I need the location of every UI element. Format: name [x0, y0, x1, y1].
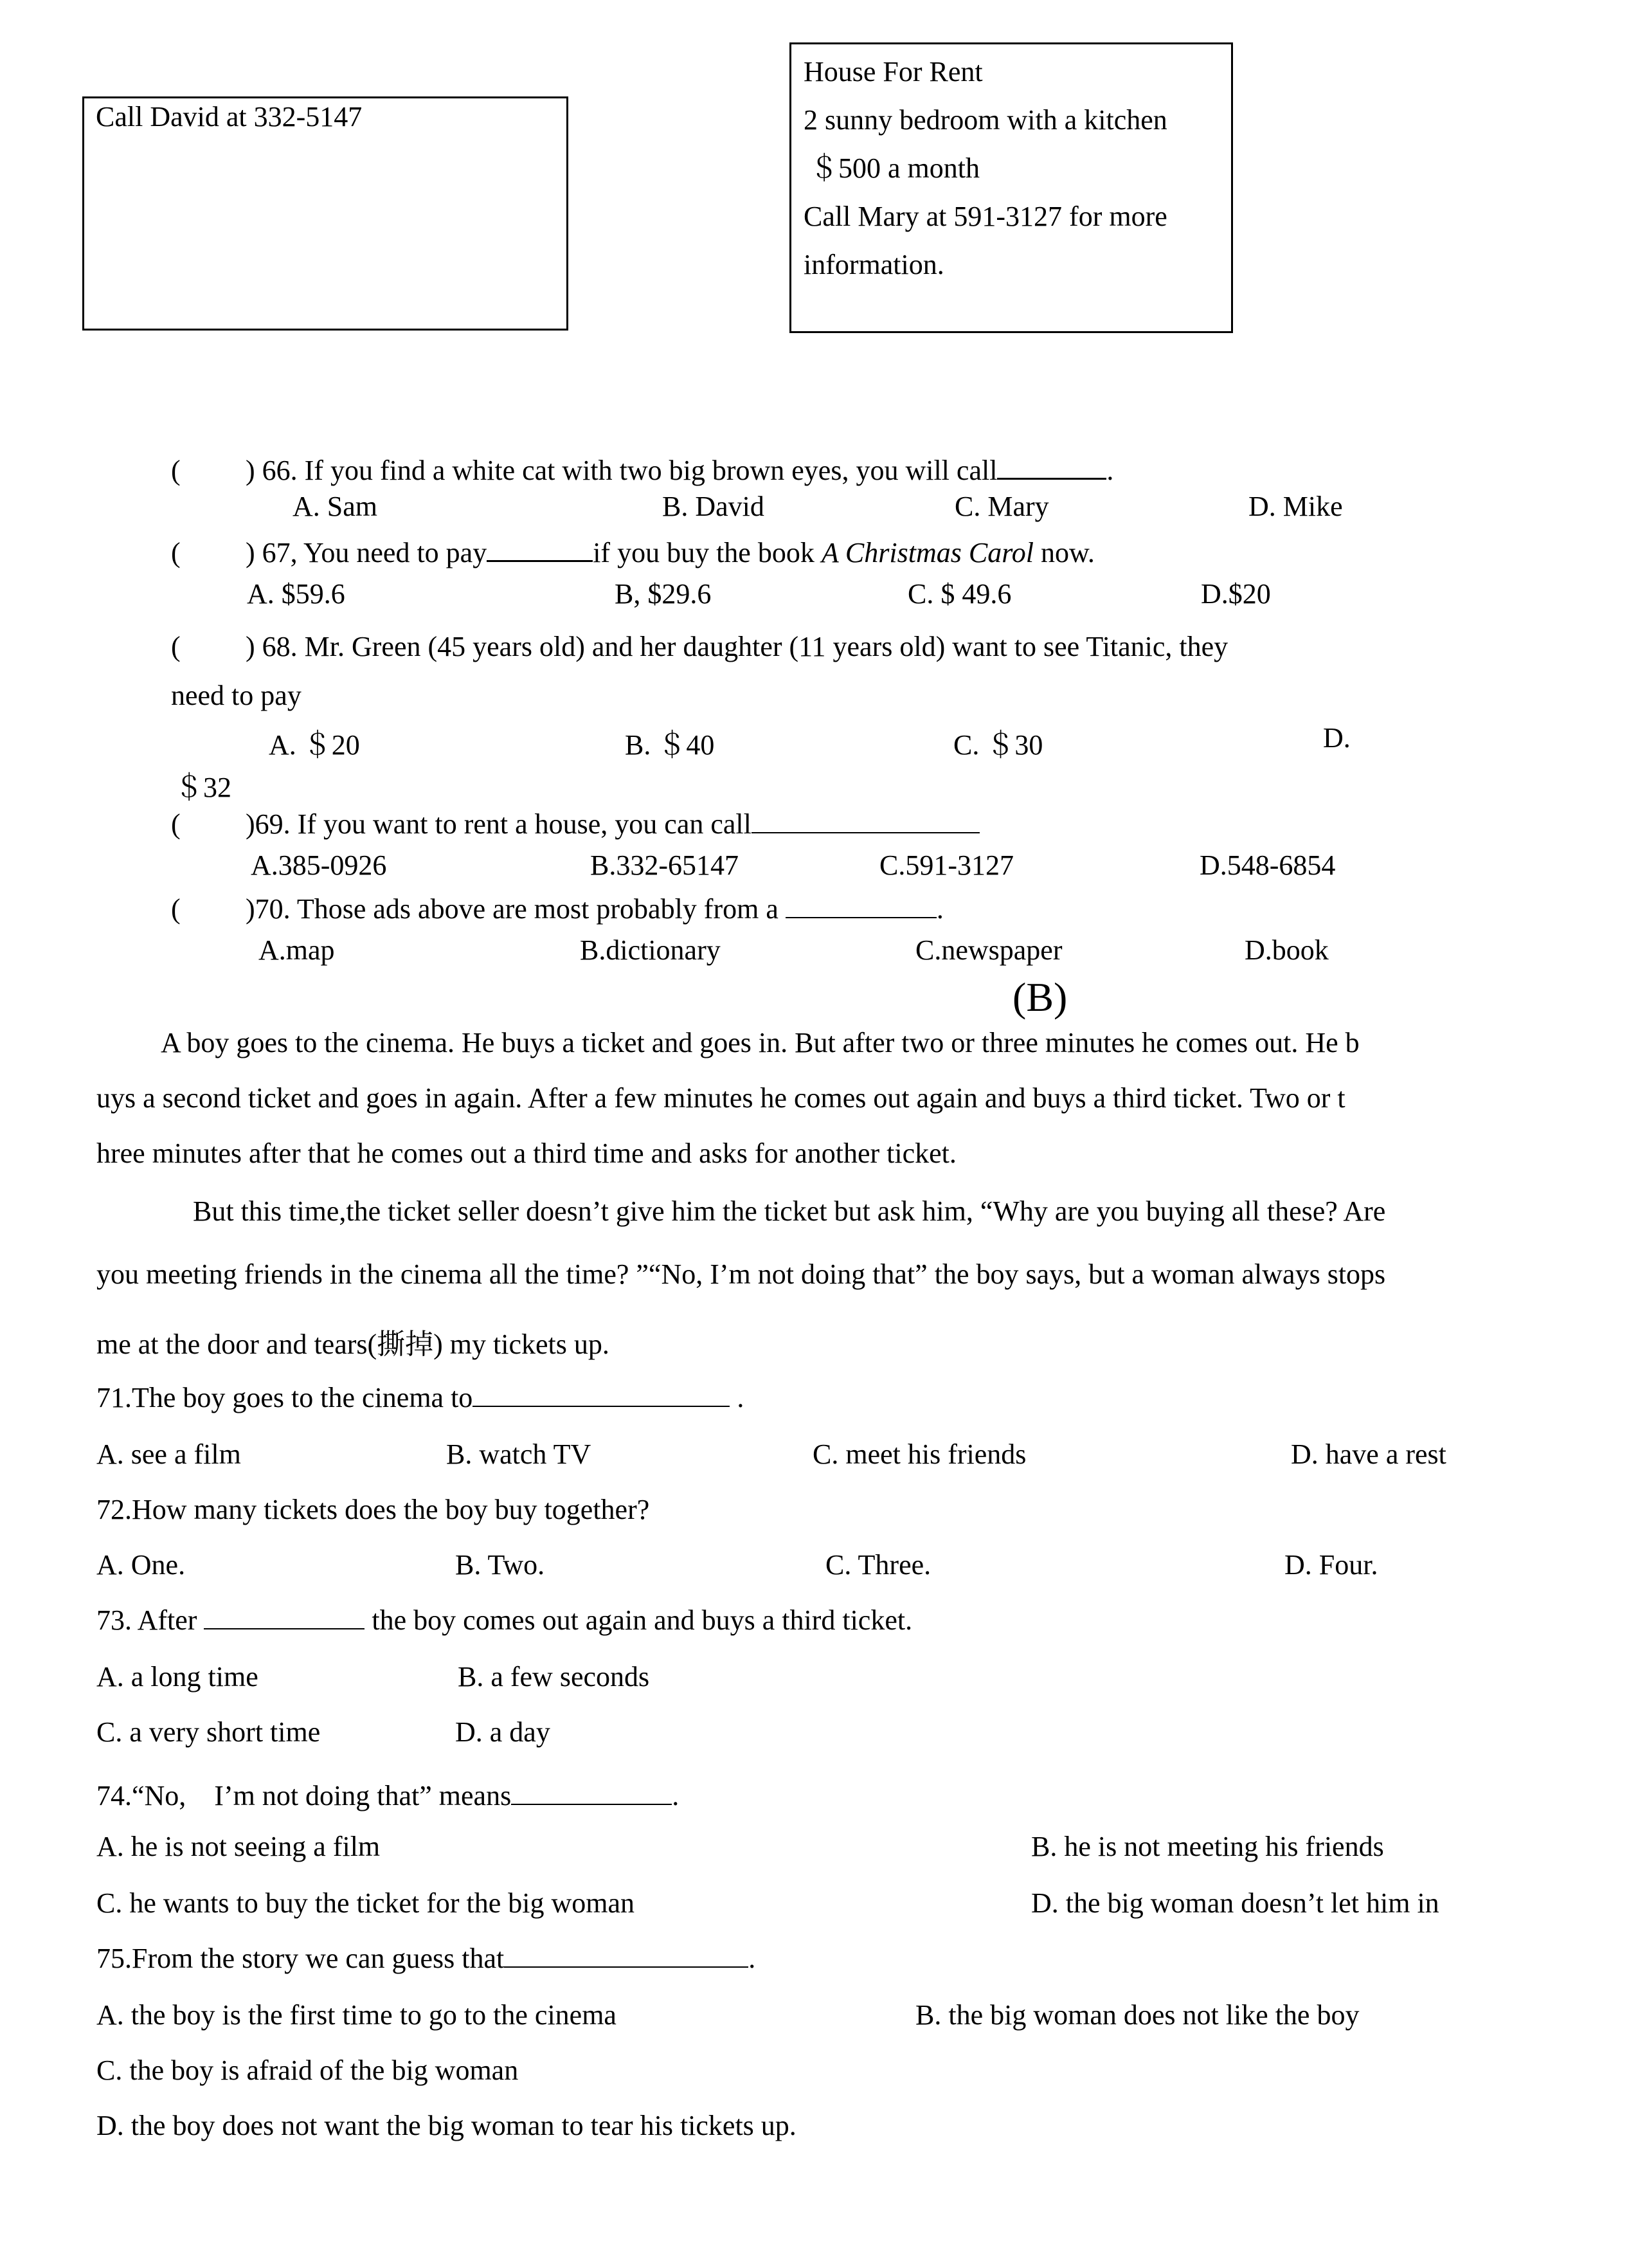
q67-mid: if you buy the book	[593, 537, 822, 568]
q67-option-b[interactable]: B, $29.6	[615, 578, 712, 610]
q71-post: .	[730, 1382, 744, 1413]
q72-option-a[interactable]: A. One.	[96, 1549, 186, 1581]
q72-option-d[interactable]: D. Four.	[1284, 1549, 1378, 1581]
q69-option-b[interactable]: B.332-65147	[590, 849, 739, 881]
q69-text: )69. If you want to rent a house, you can call	[246, 808, 752, 840]
q71-option-b[interactable]: B. watch TV	[446, 1438, 591, 1470]
q72-option-c[interactable]: C. Three.	[825, 1549, 932, 1581]
q70-stem	[246, 893, 944, 925]
q71-option-a[interactable]: A. see a film	[96, 1438, 241, 1470]
q66-text: ) 66. If you find a white cat with two big brown eyes, you will call	[246, 455, 998, 486]
ad-house-line-1: House For Rent	[804, 56, 983, 87]
q73-blank[interactable]	[204, 1605, 364, 1629]
q71-stem	[96, 1381, 744, 1414]
q73-option-a[interactable]: A. a long time	[96, 1661, 258, 1692]
q75-option-d[interactable]: D. the boy does not want the big woman to tear his tickets up.	[96, 2110, 797, 2141]
q68-option-c[interactable]: C. ＄30	[953, 729, 1043, 761]
q66-paren: (	[171, 455, 181, 486]
q74-option-b[interactable]: B. he is not meeting his friends	[1031, 1831, 1384, 1862]
q69-paren: (	[171, 808, 181, 840]
q72-option-b[interactable]: B. Two.	[455, 1549, 545, 1581]
q71-option-d[interactable]: D. have a rest	[1291, 1438, 1446, 1470]
q69-option-c[interactable]: C.591-3127	[879, 849, 1014, 881]
q70-post: .	[936, 893, 944, 925]
q73-stem	[96, 1604, 912, 1637]
q68-line-1: ) 68. Mr. Green (45 years old) and her daughter (11 years old) want to see Titanic, they	[246, 631, 1228, 662]
q68-option-b[interactable]: B. ＄40	[625, 729, 715, 761]
q74-post: .	[672, 1780, 680, 1811]
q69-blank[interactable]	[752, 809, 980, 833]
q69-option-a[interactable]: A.385-0926	[251, 849, 387, 881]
q71-blank[interactable]	[473, 1383, 730, 1407]
q71-text: 71.The boy goes to the cinema to	[96, 1382, 473, 1413]
q74-option-a[interactable]: A. he is not seeing a film	[96, 1831, 381, 1862]
passage-p2-line-3: me at the door and tears(撕掉) my tickets up.	[96, 1329, 609, 1360]
q75-post: .	[748, 1943, 756, 1974]
q73-option-b[interactable]: B. a few seconds	[458, 1661, 650, 1692]
q73-option-c[interactable]: C. a very short time	[96, 1716, 321, 1748]
q68-option-d[interactable]: D.	[1323, 722, 1351, 754]
q75-option-b[interactable]: B. the big woman does not like the boy	[915, 1999, 1360, 2031]
q66-option-c[interactable]: C. Mary	[955, 491, 1049, 522]
q66-stem	[246, 454, 1113, 487]
q75-text: 75.From the story we can guess that	[96, 1943, 505, 1974]
q68-option-a[interactable]: A. ＄20	[269, 729, 360, 761]
q68-paren: (	[171, 631, 181, 662]
q74-blank[interactable]	[511, 1781, 672, 1805]
q69-option-d[interactable]: D.548-6854	[1200, 849, 1336, 881]
q66-option-d[interactable]: D. Mike	[1248, 491, 1343, 522]
q66-option-a[interactable]: A. Sam	[292, 491, 377, 522]
q67-blank[interactable]	[487, 537, 593, 562]
q73-post: the boy comes out again and buys a third ticket.	[364, 1604, 913, 1636]
q66-post: .	[1106, 455, 1114, 486]
section-b-heading: (B)	[1013, 974, 1068, 1020]
q74-option-d[interactable]: D. the big woman doesn’t let him in	[1031, 1887, 1439, 1919]
q68-line-2: need to pay	[171, 680, 302, 711]
q70-option-c[interactable]: C.newspaper	[915, 934, 1063, 966]
q69-stem	[246, 808, 980, 840]
ad-house-line-5: information.	[804, 249, 944, 280]
ad-house-line-4: Call Mary at 591-3127 for more	[804, 201, 1167, 232]
ad-house-line-2: 2 sunny bedroom with a kitchen	[804, 104, 1167, 136]
q66-blank[interactable]	[997, 455, 1106, 480]
passage-p1-line-3: hree minutes after that he comes out a third time and asks for another ticket.	[96, 1138, 957, 1169]
q73-text: 73. After	[96, 1604, 204, 1636]
q67-book-title: A Christmas Carol	[821, 537, 1034, 568]
q70-option-a[interactable]: A.map	[258, 934, 335, 966]
q73-option-d[interactable]: D. a day	[455, 1716, 550, 1748]
q67-stem	[246, 536, 1095, 569]
q67-option-d[interactable]: D.$20	[1201, 578, 1271, 610]
q68-option-d-value: ＄32	[175, 772, 231, 803]
q70-text: )70. Those ads above are most probably from a	[246, 893, 786, 925]
passage-p1-line-1: A boy goes to the cinema. He buys a ticket and goes in. But after two or three minutes he comes out. He b	[161, 1027, 1360, 1058]
q70-option-d[interactable]: D.book	[1245, 934, 1329, 966]
q66-option-b[interactable]: B. David	[662, 491, 764, 522]
q67-option-a[interactable]: A. $59.6	[247, 578, 345, 610]
q74-option-c[interactable]: C. he wants to buy the ticket for the big woman	[96, 1887, 635, 1919]
q74-text: 74.“No, I’m not doing that” means	[96, 1780, 512, 1811]
q70-paren: (	[171, 893, 181, 925]
q67-post: now.	[1033, 537, 1095, 568]
q71-option-c[interactable]: C. meet his friends	[813, 1438, 1027, 1470]
passage-p2-line-1: But this time,the ticket seller doesn’t give him the ticket but ask him, “Why are you buying all these? Are	[193, 1195, 1386, 1227]
q72-stem: 72.How many tickets does the boy buy together?	[96, 1494, 650, 1525]
q70-option-b[interactable]: B.dictionary	[580, 934, 721, 966]
q75-stem	[96, 1942, 755, 1975]
q67-paren: (	[171, 537, 181, 568]
q67-option-c[interactable]: C. $ 49.6	[908, 578, 1012, 610]
q75-blank[interactable]	[504, 1943, 748, 1968]
q74-stem	[96, 1772, 679, 1813]
passage-p1-line-2: uys a second ticket and goes in again. After a few minutes he comes out again and buys a third ticket. Two or t	[96, 1082, 1346, 1114]
q70-blank[interactable]	[786, 894, 937, 918]
ad-david-line: Call David at 332-5147	[96, 101, 363, 132]
passage-p2-line-2: you meeting friends in the cinema all the time? ”“No, I’m not doing that” the boy says, but a woman always stops	[96, 1258, 1386, 1290]
ad-house-line-3: ＄500 a month	[810, 152, 980, 184]
q75-option-a[interactable]: A. the boy is the first time to go to the cinema	[96, 1999, 616, 2031]
q75-option-c[interactable]: C. the boy is afraid of the big woman	[96, 2055, 519, 2086]
q67-text: ) 67, You need to pay	[246, 537, 487, 568]
